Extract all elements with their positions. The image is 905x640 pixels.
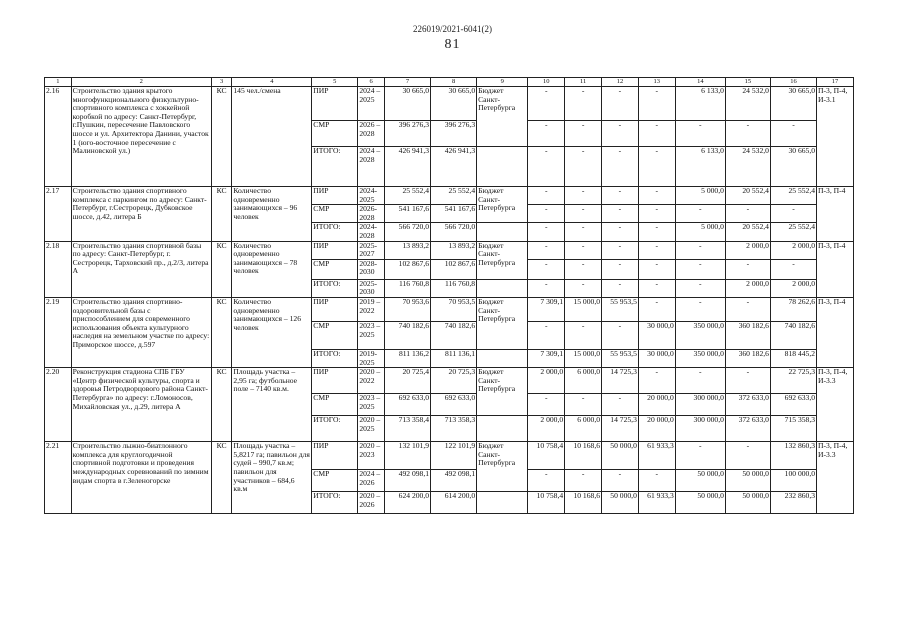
total-cost-cell: 566 720,0 bbox=[384, 223, 430, 241]
total-cost-cell: 740 182,6 bbox=[384, 321, 430, 349]
year-value-cell: - bbox=[602, 205, 639, 223]
stage-cell: СМР bbox=[312, 259, 358, 279]
years-cell: 2024 – 2025 bbox=[358, 87, 385, 121]
year-value-cell: 20 000,0 bbox=[638, 394, 675, 416]
column-number-cell: 4 bbox=[232, 78, 312, 87]
empty-cell bbox=[477, 147, 528, 187]
year-value-cell: 50 000,0 bbox=[675, 492, 725, 514]
years-cell: 2024 – 2026 bbox=[358, 470, 385, 492]
year-value-cell: - bbox=[725, 368, 770, 394]
years-cell: 2020 – 2022 bbox=[358, 368, 385, 394]
limit-cost-cell: 396 276,3 bbox=[431, 121, 477, 147]
program-table bbox=[44, 77, 854, 514]
capacity-cell: Количество одновременно занимающихся – 78 человек bbox=[232, 241, 312, 297]
year-value-cell: - bbox=[528, 321, 565, 349]
year-value-cell: 50 000,0 bbox=[725, 492, 770, 514]
year-value-cell: - bbox=[565, 147, 602, 187]
stage-cell: ИТОГО: bbox=[312, 416, 358, 442]
limit-cost-cell: 25 552,4 bbox=[431, 187, 477, 205]
empty-cell bbox=[477, 416, 528, 442]
limit-cost-cell: 426 941,3 bbox=[431, 147, 477, 187]
year-value-cell: 25 552,4 bbox=[770, 223, 816, 241]
year-value-cell: 20 000,0 bbox=[638, 416, 675, 442]
limit-cost-cell: 70 953,5 bbox=[431, 297, 477, 321]
year-value-cell: - bbox=[565, 187, 602, 205]
object-name-cell: Строительство здания спортивно-оздоровительной базы с приспособлением для современного использования объекта культурного наследия на земельном участке по адресу: Приморское шоссе, д.597 bbox=[71, 297, 211, 367]
year-value-cell: 6 000,0 bbox=[565, 368, 602, 394]
year-value-cell: 30 665,0 bbox=[770, 147, 816, 187]
total-cost-cell: 30 665,0 bbox=[384, 87, 430, 121]
capacity-cell: Количество одновременно занимающихся – 126 человек bbox=[232, 297, 312, 367]
document-code: 226019/2021-6041(2) bbox=[413, 24, 492, 34]
column-number-cell: 16 bbox=[770, 78, 816, 87]
stage-cell: ИТОГО: bbox=[312, 223, 358, 241]
object-type-cell: КС bbox=[211, 87, 231, 187]
year-value-cell: - bbox=[638, 297, 675, 321]
years-cell: 2019-2025 bbox=[358, 349, 385, 367]
total-cost-cell: 426 941,3 bbox=[384, 147, 430, 187]
column-number-cell: 1 bbox=[45, 78, 72, 87]
year-value-cell: 10 758,4 bbox=[528, 492, 565, 514]
year-value-cell: - bbox=[602, 394, 639, 416]
year-value-cell: 14 725,3 bbox=[602, 368, 639, 394]
year-value-cell: - bbox=[565, 205, 602, 223]
column-number-cell: 5 bbox=[312, 78, 358, 87]
total-cost-cell: 13 893,2 bbox=[384, 241, 430, 259]
empty-cell bbox=[477, 492, 528, 514]
year-value-cell: - bbox=[725, 297, 770, 321]
year-value-cell: 2 000,0 bbox=[528, 416, 565, 442]
year-value-cell: 30 000,0 bbox=[638, 321, 675, 349]
total-cost-cell: 102 867,6 bbox=[384, 259, 430, 279]
year-value-cell: 350 000,0 bbox=[675, 349, 725, 367]
year-value-cell: 20 552,4 bbox=[725, 187, 770, 205]
stage-cell: ИТОГО: bbox=[312, 147, 358, 187]
year-value-cell: - bbox=[638, 147, 675, 187]
funding-source-cell: Бюджет Санкт-Петербурга bbox=[477, 297, 528, 349]
capacity-cell: 145 чел./смена bbox=[232, 87, 312, 187]
column-number-cell: 12 bbox=[602, 78, 639, 87]
stage-cell: СМР bbox=[312, 121, 358, 147]
year-value-cell: - bbox=[602, 187, 639, 205]
limit-cost-cell: 20 725,3 bbox=[431, 368, 477, 394]
years-cell: 2020 – 2023 bbox=[358, 442, 385, 470]
row-number-cell: 2.17 bbox=[45, 187, 72, 242]
year-value-cell: - bbox=[528, 241, 565, 259]
years-cell: 2023 – 2025 bbox=[358, 394, 385, 416]
stage-cell: ИТОГО: bbox=[312, 279, 358, 297]
year-value-cell: - bbox=[638, 241, 675, 259]
limit-cost-cell: 13 893,2 bbox=[431, 241, 477, 259]
year-value-cell: 2 000,0 bbox=[528, 368, 565, 394]
total-cost-cell: 811 136,2 bbox=[384, 349, 430, 367]
year-value-cell: - bbox=[528, 121, 565, 147]
notes-cell: П-3, П-4, И-3.1 bbox=[817, 87, 854, 187]
year-value-cell: - bbox=[528, 147, 565, 187]
notes-cell: П-3, П-4 bbox=[817, 187, 854, 242]
year-value-cell: - bbox=[638, 205, 675, 223]
funding-source-cell: Бюджет Санкт-Петербурга bbox=[477, 187, 528, 223]
stage-cell: СМР bbox=[312, 321, 358, 349]
year-value-cell: - bbox=[528, 223, 565, 241]
year-value-cell: 78 262,6 bbox=[770, 297, 816, 321]
object-name-cell: Строительство здания крытого многофункционального физкультурно-спортивного комплекса с хоккейной коробкой по адресу: Санкт-Петербург, г.Пушкин, пересечение Павловского шоссе и ул. Архитектора Данини, участок 1 (юго-восточное пересечение с Малиновской ул.) bbox=[71, 87, 211, 187]
year-value-cell: - bbox=[675, 279, 725, 297]
year-value-cell: 22 725,3 bbox=[770, 368, 816, 394]
column-number-cell: 3 bbox=[211, 78, 231, 87]
year-value-cell: - bbox=[770, 121, 816, 147]
year-value-cell: - bbox=[565, 321, 602, 349]
object-name-cell: Строительство лыжно-биатлонного комплекса для круглогодичной спортивной подготовки и проведения международных соревнований по зимним видам спорта в г.Зеленогорске bbox=[71, 442, 211, 514]
row-number-cell: 2.18 bbox=[45, 241, 72, 297]
year-value-cell: 30 000,0 bbox=[638, 349, 675, 367]
year-value-cell: 360 182,6 bbox=[725, 349, 770, 367]
year-value-cell: 15 000,0 bbox=[565, 297, 602, 321]
total-cost-cell: 70 953,6 bbox=[384, 297, 430, 321]
year-value-cell: - bbox=[638, 187, 675, 205]
year-value-cell: 55 953,5 bbox=[602, 349, 639, 367]
year-value-cell: 25 552,4 bbox=[770, 187, 816, 205]
years-cell: 2019 – 2022 bbox=[358, 297, 385, 321]
years-cell: 2024-2028 bbox=[358, 223, 385, 241]
year-value-cell: - bbox=[725, 121, 770, 147]
year-value-cell: - bbox=[565, 87, 602, 121]
total-cost-cell: 132 101,9 bbox=[384, 442, 430, 470]
year-value-cell: - bbox=[638, 87, 675, 121]
stage-cell: ИТОГО: bbox=[312, 492, 358, 514]
year-value-cell: 50 000,0 bbox=[602, 442, 639, 470]
year-value-cell: - bbox=[725, 205, 770, 223]
limit-cost-cell: 713 358,3 bbox=[431, 416, 477, 442]
year-value-cell: 20 552,4 bbox=[725, 223, 770, 241]
column-number-cell: 11 bbox=[565, 78, 602, 87]
year-value-cell: - bbox=[528, 205, 565, 223]
year-value-cell: - bbox=[602, 321, 639, 349]
year-value-cell: - bbox=[528, 87, 565, 121]
year-value-cell: 818 445,2 bbox=[770, 349, 816, 367]
column-number-cell: 17 bbox=[817, 78, 854, 87]
year-value-cell: 740 182,6 bbox=[770, 321, 816, 349]
object-name-cell: Строительство здания спортивного комплекса с паркингом по адресу: Санкт-Петербург, г.Сестрорецк, Дубковское шоссе, д.42, литера Б bbox=[71, 187, 211, 242]
year-value-cell: 360 182,6 bbox=[725, 321, 770, 349]
total-cost-cell: 713 358,4 bbox=[384, 416, 430, 442]
year-value-cell: - bbox=[565, 394, 602, 416]
year-value-cell: - bbox=[602, 223, 639, 241]
limit-cost-cell: 811 136,1 bbox=[431, 349, 477, 367]
object-type-cell: КС bbox=[211, 297, 231, 367]
year-value-cell: 50 000,0 bbox=[675, 470, 725, 492]
year-value-cell: 61 933,3 bbox=[638, 442, 675, 470]
object-type-cell: КС bbox=[211, 241, 231, 297]
table-row bbox=[45, 442, 854, 470]
object-name-cell: Строительство здания спортивной базы по адресу: Санкт-Петербург, г. Сестрорецк, Тарховский пр., д.2/3, литера А bbox=[71, 241, 211, 297]
table-row bbox=[45, 187, 854, 205]
year-value-cell: - bbox=[770, 259, 816, 279]
year-value-cell: - bbox=[565, 241, 602, 259]
total-cost-cell: 692 633,0 bbox=[384, 394, 430, 416]
funding-source-cell: Бюджет Санкт-Петербурга bbox=[477, 87, 528, 147]
year-value-cell: 2 000,0 bbox=[770, 241, 816, 259]
year-value-cell: - bbox=[602, 259, 639, 279]
limit-cost-cell: 614 200,0 bbox=[431, 492, 477, 514]
stage-cell: СМР bbox=[312, 205, 358, 223]
empty-cell bbox=[477, 223, 528, 241]
years-cell: 2023 – 2025 bbox=[358, 321, 385, 349]
years-cell: 2020 – 2026 bbox=[358, 492, 385, 514]
total-cost-cell: 624 200,0 bbox=[384, 492, 430, 514]
table-row bbox=[45, 87, 854, 121]
year-value-cell: 132 860,3 bbox=[770, 442, 816, 470]
stage-cell: ИТОГО: bbox=[312, 349, 358, 367]
page-number: 81 bbox=[444, 37, 461, 52]
stage-cell: ПИР bbox=[312, 241, 358, 259]
year-value-cell: 232 860,3 bbox=[770, 492, 816, 514]
year-value-cell: - bbox=[638, 223, 675, 241]
year-value-cell: - bbox=[675, 205, 725, 223]
funding-source-cell: Бюджет Санкт-Петербурга bbox=[477, 368, 528, 416]
year-value-cell: 300 000,0 bbox=[675, 394, 725, 416]
year-value-cell: 300 000,0 bbox=[675, 416, 725, 442]
limit-cost-cell: 122 101,9 bbox=[431, 442, 477, 470]
object-type-cell: КС bbox=[211, 368, 231, 442]
year-value-cell: 30 665,0 bbox=[770, 87, 816, 121]
capacity-cell: Площадь участка – 2,95 га; футбольное поле – 7140 кв.м. bbox=[232, 368, 312, 442]
year-value-cell: - bbox=[638, 259, 675, 279]
row-number-cell: 2.19 bbox=[45, 297, 72, 367]
total-cost-cell: 492 098,1 bbox=[384, 470, 430, 492]
year-value-cell: 50 000,0 bbox=[725, 470, 770, 492]
year-value-cell: - bbox=[638, 470, 675, 492]
total-cost-cell: 396 276,3 bbox=[384, 121, 430, 147]
year-value-cell: 7 309,1 bbox=[528, 297, 565, 321]
empty-cell bbox=[477, 349, 528, 367]
year-value-cell: 55 953,5 bbox=[602, 297, 639, 321]
year-value-cell: - bbox=[638, 279, 675, 297]
year-value-cell: - bbox=[725, 259, 770, 279]
year-value-cell: 100 000,0 bbox=[770, 470, 816, 492]
column-number-cell: 10 bbox=[528, 78, 565, 87]
capacity-cell: Площадь участка – 5,8217 га; павильон для судей – 990,7 кв.м; павильон для участников – 684,6 кв.м bbox=[232, 442, 312, 514]
year-value-cell: - bbox=[565, 121, 602, 147]
total-cost-cell: 25 552,4 bbox=[384, 187, 430, 205]
year-value-cell: - bbox=[602, 121, 639, 147]
years-cell: 2020 – 2025 bbox=[358, 416, 385, 442]
year-value-cell: 2 000,0 bbox=[725, 241, 770, 259]
year-value-cell: 2 000,0 bbox=[770, 279, 816, 297]
year-value-cell: - bbox=[602, 241, 639, 259]
row-number-cell: 2.20 bbox=[45, 368, 72, 442]
year-value-cell: - bbox=[675, 241, 725, 259]
years-cell: 2026 – 2028 bbox=[358, 121, 385, 147]
year-value-cell: 372 633,0 bbox=[725, 416, 770, 442]
stage-cell: ПИР bbox=[312, 297, 358, 321]
year-value-cell: - bbox=[565, 223, 602, 241]
year-value-cell: 50 000,0 bbox=[602, 492, 639, 514]
object-type-cell: КС bbox=[211, 442, 231, 514]
years-cell: 2025-2030 bbox=[358, 279, 385, 297]
table-row bbox=[45, 368, 854, 394]
year-value-cell: 10 168,6 bbox=[565, 442, 602, 470]
object-name-cell: Реконструкция стадиона СПБ ГБУ «Центр физической культуры, спорта и здоровья Петродворцового района Санкт-Петербурга» по адресу: г.Ломоносов, Михайловская ул., д.29, литера А bbox=[71, 368, 211, 442]
year-value-cell: 7 309,1 bbox=[528, 349, 565, 367]
column-number-cell: 14 bbox=[675, 78, 725, 87]
table-row bbox=[45, 297, 854, 321]
total-cost-cell: 116 760,8 bbox=[384, 279, 430, 297]
capacity-cell: Количество одновременно занимающихся – 96 человек bbox=[232, 187, 312, 242]
year-value-cell: 6 133,0 bbox=[675, 147, 725, 187]
year-value-cell: 6 000,0 bbox=[565, 416, 602, 442]
year-value-cell: - bbox=[565, 470, 602, 492]
column-number-cell: 8 bbox=[431, 78, 477, 87]
years-cell: 2025-2027 bbox=[358, 241, 385, 259]
stage-cell: СМР bbox=[312, 394, 358, 416]
year-value-cell: - bbox=[602, 87, 639, 121]
year-value-cell: 10 758,4 bbox=[528, 442, 565, 470]
year-value-cell: 5 000,0 bbox=[675, 223, 725, 241]
year-value-cell: - bbox=[528, 259, 565, 279]
year-value-cell: - bbox=[602, 147, 639, 187]
limit-cost-cell: 541 167,6 bbox=[431, 205, 477, 223]
year-value-cell: - bbox=[565, 279, 602, 297]
stage-cell: ПИР bbox=[312, 187, 358, 205]
year-value-cell: 350 000,0 bbox=[675, 321, 725, 349]
year-value-cell: 715 358,3 bbox=[770, 416, 816, 442]
row-number-cell: 2.21 bbox=[45, 442, 72, 514]
year-value-cell: - bbox=[675, 259, 725, 279]
funding-source-cell: Бюджет Санкт-Петербурга bbox=[477, 442, 528, 492]
year-value-cell: 15 000,0 bbox=[565, 349, 602, 367]
year-value-cell: - bbox=[675, 442, 725, 470]
year-value-cell: - bbox=[638, 368, 675, 394]
year-value-cell: 14 725,3 bbox=[602, 416, 639, 442]
notes-cell: П-3, П-4 bbox=[817, 297, 854, 367]
year-value-cell: - bbox=[528, 394, 565, 416]
limit-cost-cell: 566 720,0 bbox=[431, 223, 477, 241]
object-type-cell: КС bbox=[211, 187, 231, 242]
year-value-cell: - bbox=[602, 279, 639, 297]
year-value-cell: - bbox=[725, 442, 770, 470]
years-cell: 2024 – 2028 bbox=[358, 147, 385, 187]
year-value-cell: - bbox=[675, 368, 725, 394]
year-value-cell: - bbox=[528, 470, 565, 492]
year-value-cell: - bbox=[638, 121, 675, 147]
year-value-cell: - bbox=[565, 259, 602, 279]
year-value-cell: 24 532,0 bbox=[725, 87, 770, 121]
column-number-cell: 15 bbox=[725, 78, 770, 87]
limit-cost-cell: 102 867,6 bbox=[431, 259, 477, 279]
column-number-cell: 2 bbox=[71, 78, 211, 87]
year-value-cell: - bbox=[675, 297, 725, 321]
year-value-cell: - bbox=[528, 279, 565, 297]
year-value-cell: 10 168,6 bbox=[565, 492, 602, 514]
limit-cost-cell: 692 633,0 bbox=[431, 394, 477, 416]
year-value-cell: - bbox=[602, 470, 639, 492]
year-value-cell: - bbox=[770, 205, 816, 223]
column-number-cell: 6 bbox=[358, 78, 385, 87]
total-cost-cell: 20 725,4 bbox=[384, 368, 430, 394]
year-value-cell: - bbox=[675, 121, 725, 147]
stage-cell: ПИР bbox=[312, 442, 358, 470]
stage-cell: ПИР bbox=[312, 368, 358, 394]
year-value-cell: 372 633,0 bbox=[725, 394, 770, 416]
year-value-cell: 2 000,0 bbox=[725, 279, 770, 297]
column-number-cell: 9 bbox=[477, 78, 528, 87]
year-value-cell: 6 133,0 bbox=[675, 87, 725, 121]
year-value-cell: 692 633,0 bbox=[770, 394, 816, 416]
limit-cost-cell: 30 665,0 bbox=[431, 87, 477, 121]
year-value-cell: - bbox=[528, 187, 565, 205]
total-cost-cell: 541 167,6 bbox=[384, 205, 430, 223]
column-number-cell: 7 bbox=[384, 78, 430, 87]
table-row bbox=[45, 241, 854, 259]
notes-cell: П-3, П-4, И-3.3 bbox=[817, 442, 854, 514]
funding-source-cell: Бюджет Санкт-Петербурга bbox=[477, 241, 528, 279]
column-number-cell: 13 bbox=[638, 78, 675, 87]
empty-cell bbox=[477, 279, 528, 297]
year-value-cell: 24 532,0 bbox=[725, 147, 770, 187]
years-cell: 2028-2030 bbox=[358, 259, 385, 279]
stage-cell: СМР bbox=[312, 470, 358, 492]
row-number-cell: 2.16 bbox=[45, 87, 72, 187]
year-value-cell: 5 000,0 bbox=[675, 187, 725, 205]
stage-cell: ПИР bbox=[312, 87, 358, 121]
years-cell: 2024-2025 bbox=[358, 187, 385, 205]
notes-cell: П-3, П-4, И-3.3 bbox=[817, 368, 854, 442]
years-cell: 2026-2028 bbox=[358, 205, 385, 223]
column-number-row bbox=[45, 78, 854, 87]
limit-cost-cell: 116 760,8 bbox=[431, 279, 477, 297]
year-value-cell: 61 933,3 bbox=[638, 492, 675, 514]
limit-cost-cell: 492 098,1 bbox=[431, 470, 477, 492]
limit-cost-cell: 740 182,6 bbox=[431, 321, 477, 349]
notes-cell: П-3, П-4 bbox=[817, 241, 854, 297]
